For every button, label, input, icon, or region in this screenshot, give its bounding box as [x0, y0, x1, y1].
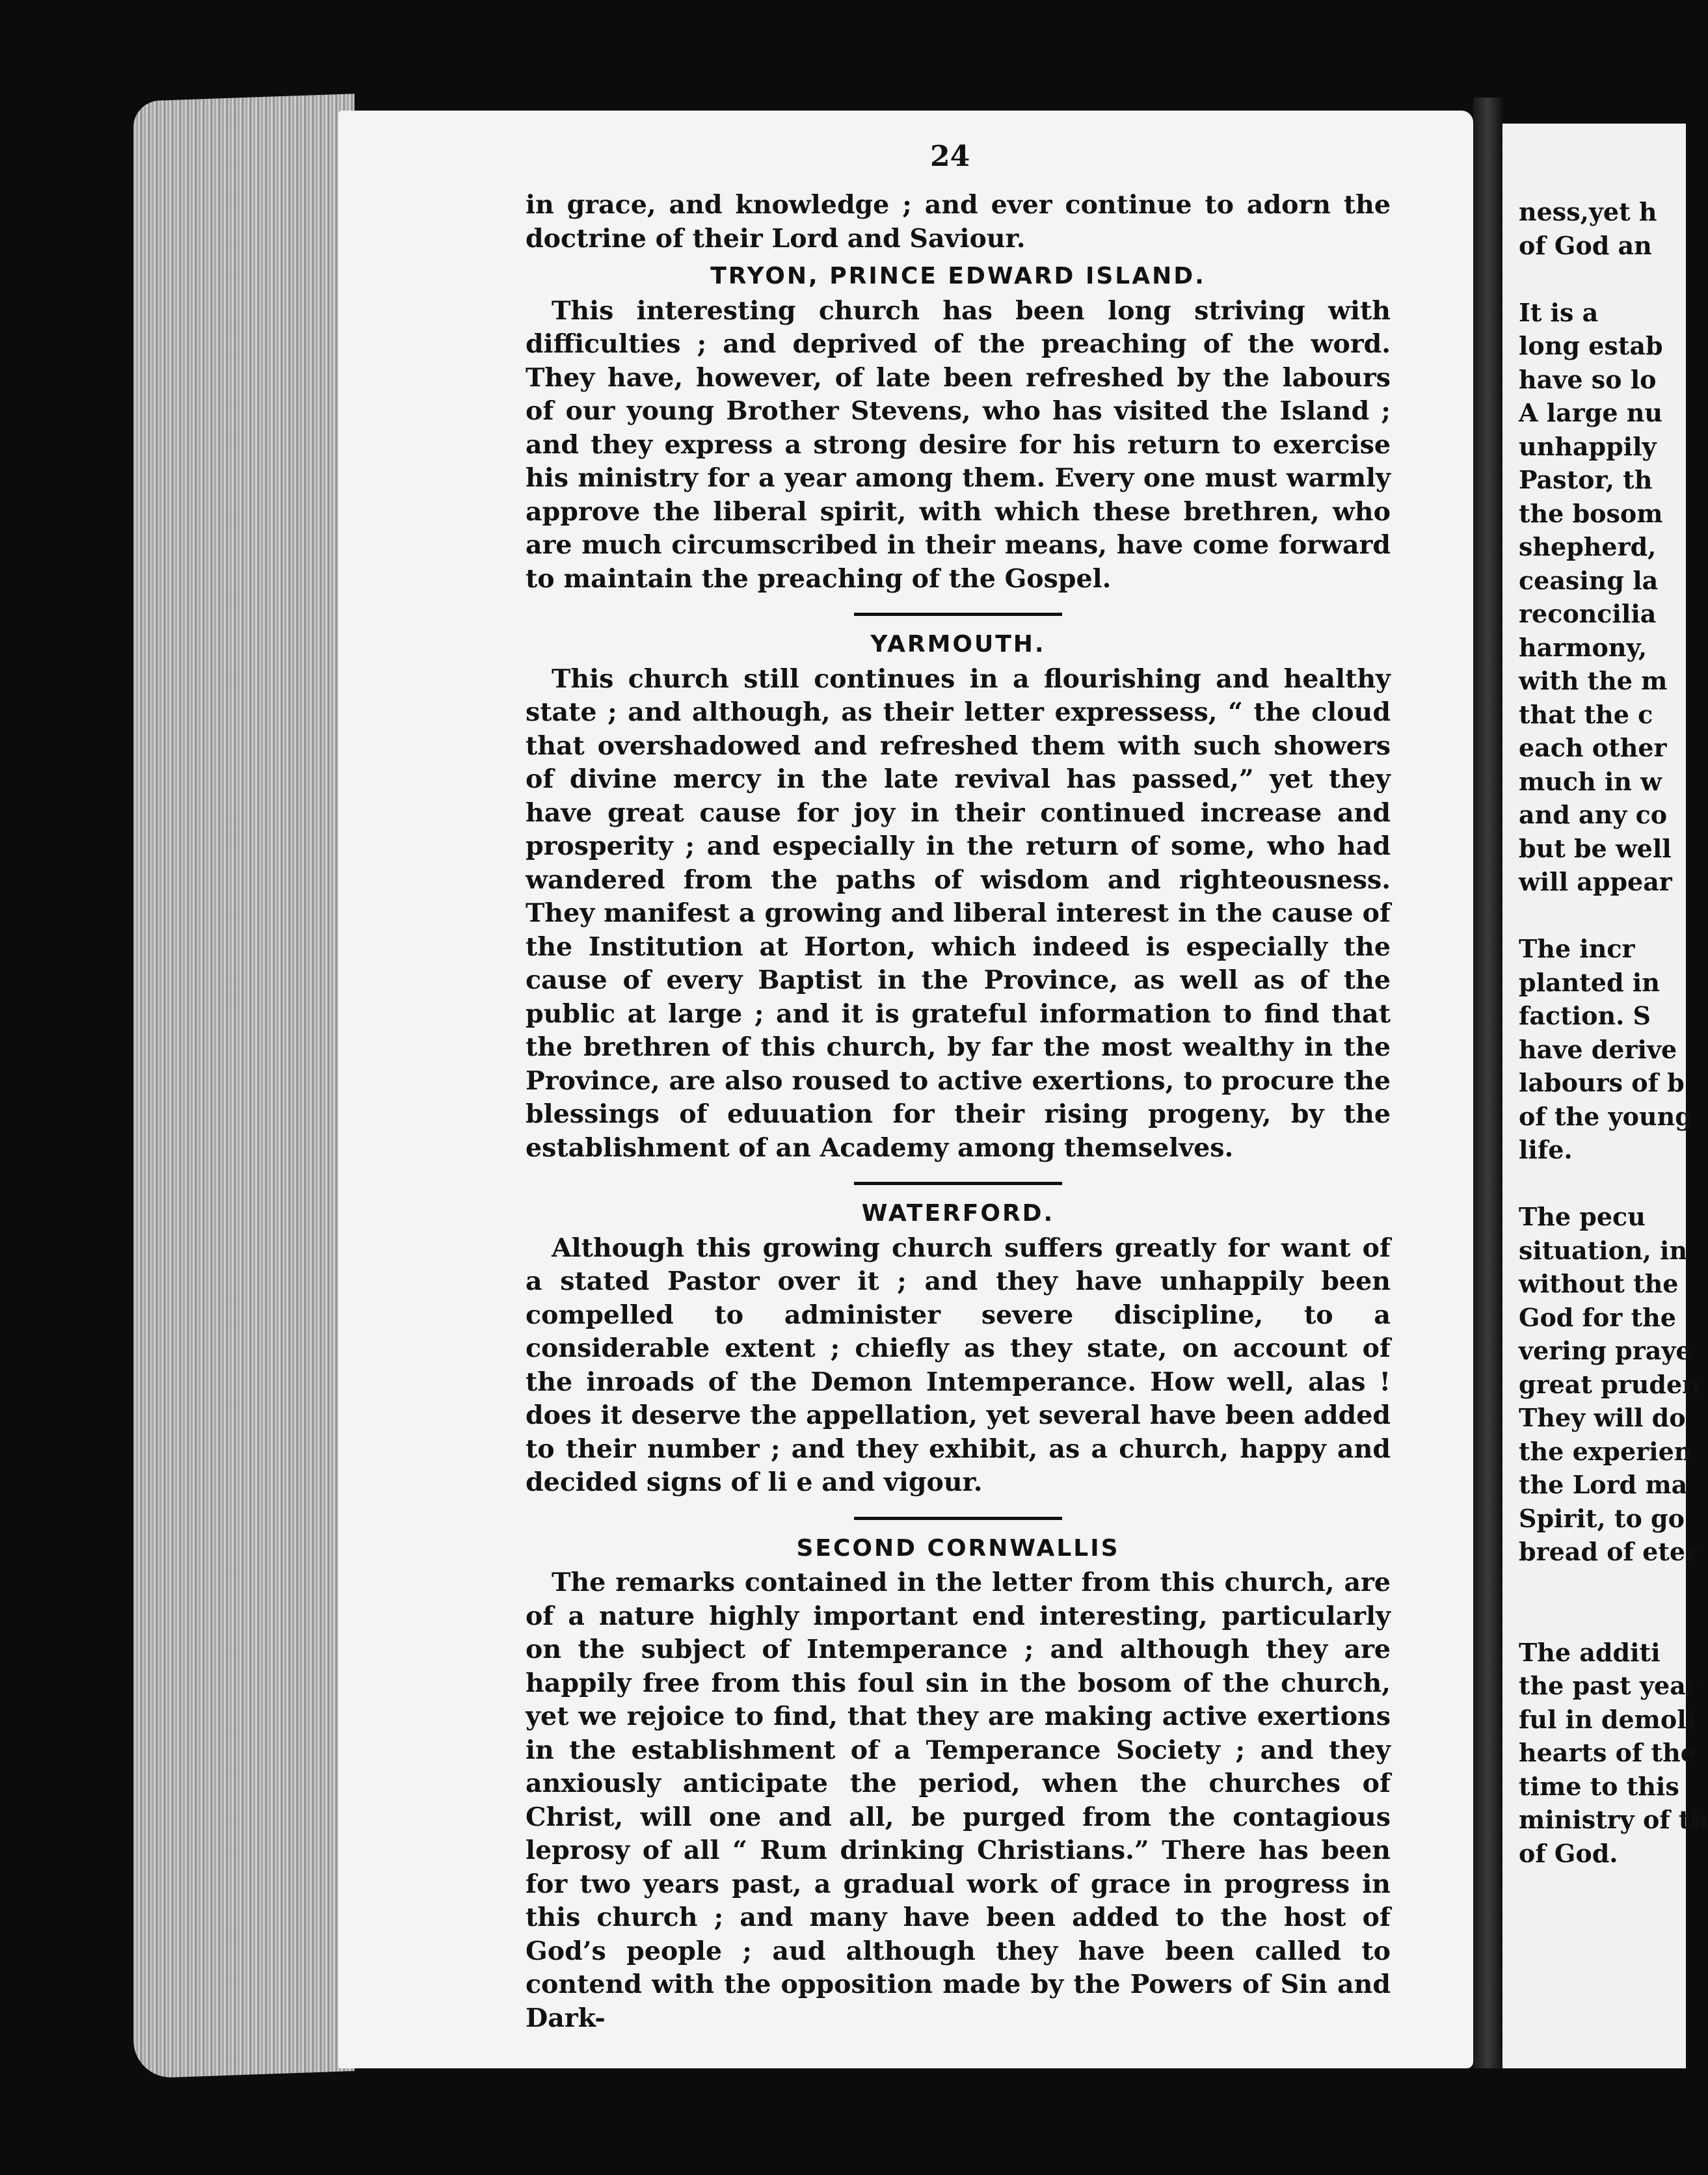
right-page-line [1519, 1602, 1701, 1636]
right-page-line: but be well [1519, 833, 1672, 863]
body-paragraph: Although this growing church suffers greatly for want of a stated Pastor over it ; and they have unhappily been compelled to administer severe discipline, to a considerable extent ; chiefly as they state, on account of the inroads of the Demon Intemperance. How well, alas ! does it deserve the appellation, yet several have been added to their number ; and they exhibit, as a church, happy and decided signs of li e and vigour. [526, 1233, 1391, 1497]
right-page-line: that the c [1519, 699, 1653, 729]
right-page-line: reconcilia [1519, 599, 1657, 628]
section-rule [854, 1517, 1062, 1520]
right-page-line: have derive [1519, 1034, 1677, 1064]
right-page-line [1519, 1167, 1701, 1201]
right-page-line: God for the [1519, 1302, 1676, 1332]
right-page-line: labours of b [1519, 1068, 1685, 1097]
right-page-text [1519, 195, 1708, 1870]
right-page-line: Spirit, to go [1519, 1503, 1685, 1533]
right-page-line: of God. [1519, 1838, 1618, 1868]
right-page-line: The additi [1519, 1637, 1661, 1667]
right-page-line: much in w [1519, 766, 1662, 796]
body-paragraph: in grace, and knowledge ; and ever continue to adorn the doctrine of their Lord and Saviour. [526, 190, 1391, 254]
right-page-line: The incr [1519, 934, 1635, 963]
right-page-line: will appear [1519, 867, 1672, 896]
right-page-line: ful in demoli [1519, 1704, 1696, 1734]
right-page-line: planted in [1519, 967, 1660, 997]
right-page-line: time to this [1519, 1771, 1679, 1801]
book-page-edges [133, 94, 354, 2079]
right-page-line: They will do [1519, 1403, 1686, 1432]
right-page-line: situation, in [1519, 1235, 1688, 1265]
right-page-line: shepherd, [1519, 532, 1657, 561]
section-heading: TRYON, PRINCE EDWARD ISLAND. [710, 263, 1206, 289]
body-paragraph: This interesting church has been long striving with difficulties ; and deprived of the preaching of the word. They have, however, of late been refreshed by the labours of our young Brother Stevens, who has visited the Island ; and they express a strong desire for his return to exercise his ministry for a year among them. Every one must warmly approve the liberal spirit, with which these brethren, who are much circumscribed in their means, have come forward to maintain the preaching of the Gospel. [526, 295, 1391, 594]
right-page-line: bread of eter [1519, 1537, 1699, 1566]
right-page-line: harmony, [1519, 632, 1648, 662]
right-page-line: vering praye [1519, 1336, 1692, 1365]
right-page-line: without the [1519, 1269, 1679, 1298]
right-page-line: unhappily [1519, 431, 1657, 461]
right-page-line: ceasing la [1519, 565, 1659, 595]
right-page-line: the experien [1519, 1436, 1692, 1466]
right-page-line: the Lord ma [1519, 1470, 1688, 1499]
right-page-line: of the young [1519, 1101, 1692, 1131]
right-page-line: great pruden [1519, 1369, 1700, 1399]
right-page-line [1519, 1569, 1701, 1603]
right-page-line: with the m [1519, 666, 1668, 695]
right-page-line: and any co [1519, 800, 1668, 829]
right-page-line: long estab [1519, 331, 1663, 360]
text-column [526, 189, 1391, 2035]
section-heading: YARMOUTH. [870, 631, 1046, 658]
right-page-line: Pastor, th [1519, 465, 1653, 494]
body-paragraph: This church still continues in a flourishing and healthy state ; and although, as their letter expressess, “ the cloud that overshadowed and refreshed them with such showers of divine mercy in the late revival has passed,” yet they have great cause for joy in their continued increase and prosperity ; and especially in the return of some, who had wandered from the paths of wisdom and righteousness. They manifest a growing and liberal interest in the cause of the Institution at Horton, which indeed is especially the cause of every Baptist in the Province, as well as of the public at large ; and it is grateful information to find that the brethren of this church, by far the most wealthy in the Province, are also roused to active exertions, to procure the blessings of eduuation for their rising progeny, by the establishment of an Academy among themselves. [526, 663, 1391, 1163]
right-page-line: faction. S [1519, 1001, 1651, 1030]
right-page-line: each other [1519, 733, 1667, 762]
book-gutter [1473, 98, 1502, 2068]
right-page-line: ness,yet h [1519, 197, 1657, 226]
right-page-line: the bosom [1519, 498, 1663, 528]
section-rule [854, 1182, 1062, 1185]
right-page-line: of God an [1519, 230, 1652, 260]
right-page-line [1519, 899, 1701, 933]
right-page-line: The pecu [1519, 1202, 1646, 1231]
right-page-line: A large nu [1519, 398, 1663, 427]
body-paragraph: The remarks contained in the letter from this church, are of a nature highly important end interesting, particularly on the subject of Intemperance ; and although they are happily free from this foul sin in the bosom of the church, yet we rejoice to find, that they are making active exertions in the establishment of a Temperance Society ; and they anxiously anticipate the period, when the churches of Christ, will one and all, be purged from the contagious leprosy of all “ Rum drinking Christians.” There has been for two years past, a gradual work of grace in progress in this church ; and many have been added to the host of God’s people ; aud although they have been called to contend with the opposition made by the Powers of Sin and Dark- [526, 1568, 1391, 2033]
right-page-line: life. [1519, 1135, 1573, 1164]
right-page-line: have so lo [1519, 364, 1657, 394]
section-rule [854, 613, 1062, 616]
section-heading: SECOND CORNWALLIS [796, 1534, 1120, 1562]
right-page-line: hearts of the [1519, 1738, 1696, 1767]
page-number: 24 [930, 140, 970, 173]
right-page-line: ministry of th [1519, 1805, 1708, 1834]
right-page-line: It is a [1519, 297, 1599, 327]
section-heading: WATERFORD. [861, 1200, 1055, 1227]
right-page-line: the past year [1519, 1671, 1699, 1700]
right-page-line [1519, 262, 1701, 296]
